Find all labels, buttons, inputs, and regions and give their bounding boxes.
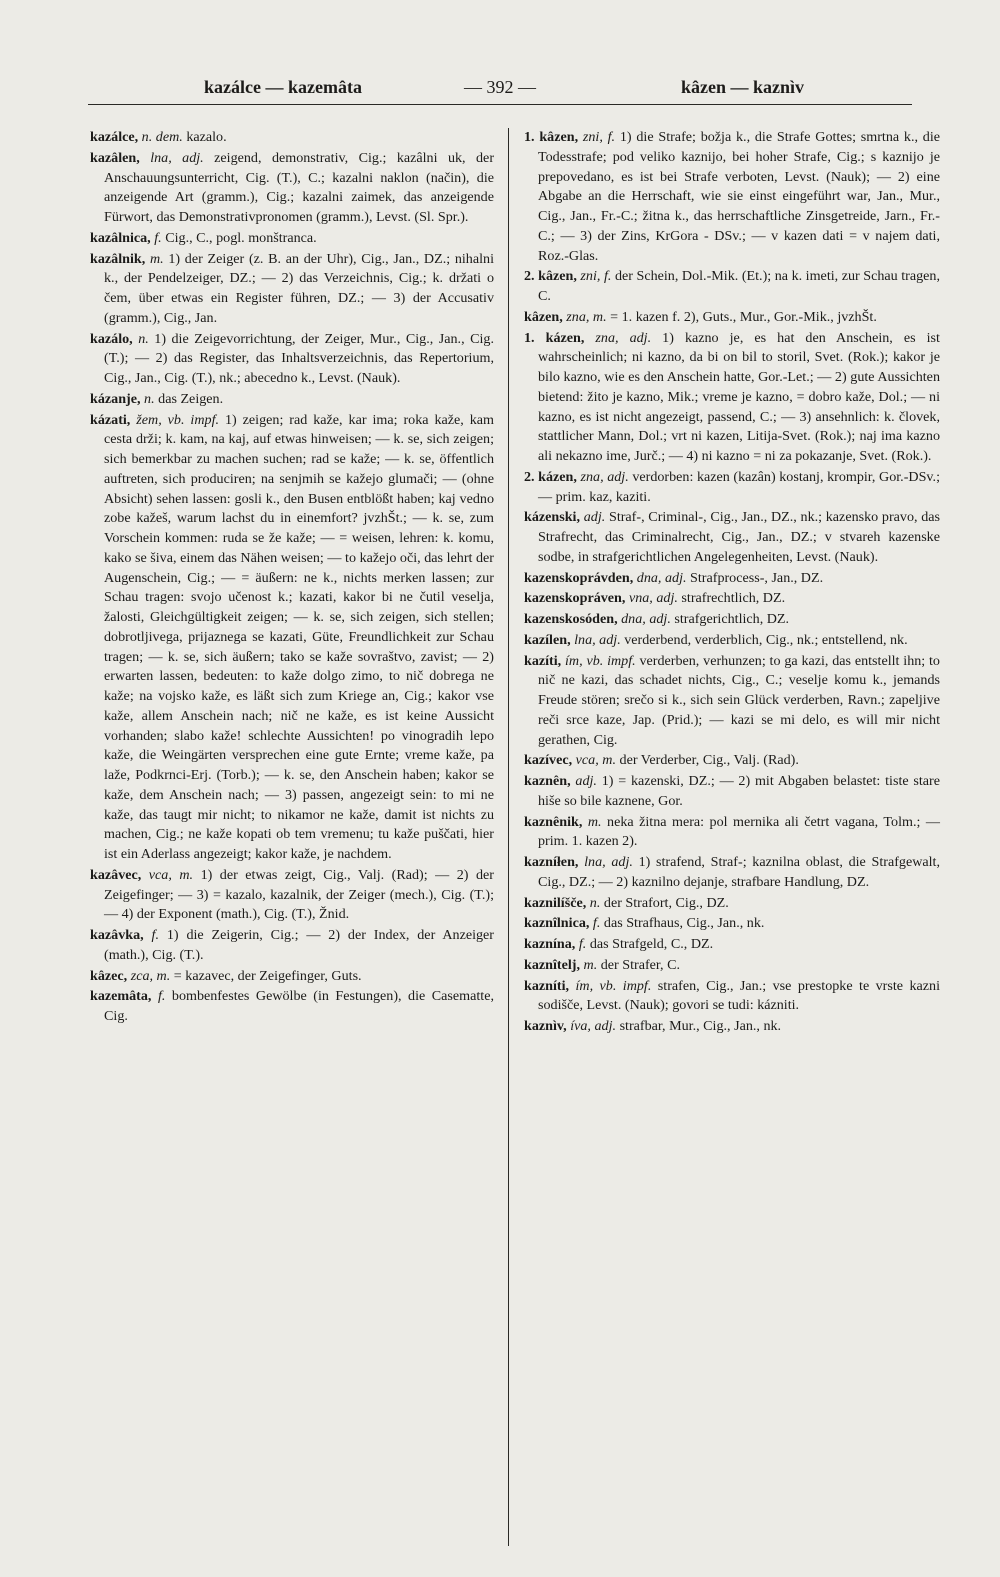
page-header xyxy=(88,74,912,105)
dictionary-entry xyxy=(90,926,494,966)
entry-grammar: žem, vb. impf. xyxy=(136,411,220,428)
entry-grammar: ím, vb. impf. xyxy=(575,977,652,994)
dictionary-entry xyxy=(90,967,494,987)
entry-headword: 1. kâzen, xyxy=(524,129,579,145)
dictionary-entry xyxy=(524,977,940,1017)
entry-grammar: zca, m. xyxy=(130,967,171,984)
entry-definition: 1) = kazenski, DZ.; — 2) mit Abgaben belastet: tiste stare hiše so bile kaznene, Gor. xyxy=(538,773,940,809)
dictionary-entry xyxy=(524,267,940,307)
dictionary-entry xyxy=(524,956,940,976)
entry-definition: der Schein, Dol.-Mik. (Et.); na k. imeti, zur Schau tragen, C. xyxy=(538,268,940,304)
header-left-guide-words: kazálce — kazemâta xyxy=(204,77,362,97)
entry-definition: verdorben: kazen (kazân) kostanj, krompir, Gor.-DSv.; — prim. kaz, kaziti. xyxy=(538,468,940,505)
entry-grammar: vca, m. xyxy=(148,866,194,883)
dictionary-entry xyxy=(90,229,494,249)
entry-definition: das Strafhaus, Cig., Jan., nk. xyxy=(603,915,765,932)
dictionary-entry xyxy=(524,894,940,914)
entry-grammar: vna, adj. xyxy=(628,590,678,607)
entry-headword: kazálce, xyxy=(90,129,139,145)
entry-headword: kazenskopráven, xyxy=(524,590,626,607)
entry-headword: kazâlnica, xyxy=(90,229,151,246)
dictionary-entry xyxy=(524,772,940,812)
entry-grammar: adj. xyxy=(575,773,597,789)
entry-headword: kázanje, xyxy=(90,390,141,407)
entry-definition: = 1. kazen f. 2), Guts., Mur., Gor.-Mik., jvzhŠt. xyxy=(610,308,877,325)
entry-grammar: ím, vb. impf. xyxy=(565,652,636,669)
entry-definition: 1) zeigen; rad kaže, kar ima; roka kaže, kam cesta drži; k. kam, na kaj, auf etwas hinweisen; — k. se, sich zeigen; sich bemerkbar zu machen suchen; rad se kaže; — k. se, öffentlich auftreten, sich produciren; na senjmih se kažejo glumači; — (ohne Absicht) sehen lassen: gosli k., den Busen entblößt haben; kaj vedno zobe kažeš, warum lachst du in einemfort? jvzhŠt.; — k. se, zum Vorschein kommen: ruda se že kaže; — = weisen, lehren: k. komu, kako se šiva, einem das Nähen weisen; — to kažejo oči, das lehrt der Augenschein, Cig.; — = äußern: ne k., nichts merken lassen; zur Schau tragen: svojo učenost k.; kazati, kakor bi ne čutil veselja, žalosti, Gleichgültigkeit zeigen; — k. se, sich zeigen, sich stellen; dobrotljivega, prijaznega se kazati, Güte, Freundlichkeit zur Schau tragen; — k. se, sich äußern; tako se kaže sovraštvo, zavist; — 2) erwarten lassen, bedeuten: to kaže dolgo zimo, to nič dobrega ne kaže; na vojsko kaže, es läßt sich zum Kriege an, Cig.; kakor vse kaže, allem Anschein nach; nič ne kaže, es ist keine Aussicht vorhanden; slabo kaže! schlechte Aussichten! po vinogradih lepo kaže, die Weingärten versprechen eine gute Ernte; vreme kaže, pa laže, Podkrnci-Erj. (Torb.); — k. se, den Anschein haben; kakor se kaže, dem Anschein nach; — 3) passen, angezeigt sein: to mi ne kaže, das taugt mir nicht; to nikamor ne kaže, damit ist nichts zu machen, Cig.; ne kaže kopati ob tem vremenu; tu kaže puščati, hier ist ein Aderlass angezeigt; kakor kaže, je nachdem. xyxy=(104,411,494,862)
entry-definition: strafen, Cig., Jan.; vse prestopke te vrste kazni sodišče, Levst. (Nauk); govori se tudi: kázniti. xyxy=(538,977,940,1014)
entry-definition: 1) die Strafe; božja k., die Strafe Gottes; smrtna k., die Todesstrafe; pod veliko kaznijo, bei hoher Strafe, Cig.; s kaznijo je prepovedano, es ist bei Strafe verboten, Levst. (Nauk); — 2) eine Abgabe an die Herrschaft, wie sie einst eingeführt war, Jan., Mur., Cig., Jan., Fr.-C.; žitna k., das herrschaftliche Zinsgetreide, Jarn., Fr.-C.; — 3) der Zins, KrGora - DSv.; — v kazen dati = v najem dati, Roz.-Glas. xyxy=(538,129,940,264)
entry-definition: 1) kazno je, es hat den Anschein, es ist wahrscheinlich; ni kazno, da bi on bil to storil, Svet. (Rok.); kakor je bilo kazno, wie es den Anschein hatte, Gor.-Let.; — 2) gute Aussichten bietend: žito je kazno, Mik.; vreme je kazno, = dobro kaže, Dol.; — ni kazno, es ist nicht angezeigt, passend, C.; — 3) ansehnlich: k. človek, stattlicher Mann, Dol.; vrt ni kazen, Litija-Svet. (Rok.); naj ima kazno ali nekazno ime, Jurč.; — 4) ni kazno = ni za pokazanje, Svet. (Rok.). xyxy=(538,329,940,464)
entry-definition: verderben, verhunzen; to ga kazi, das entstellt ihn; to nič ne kazi, das schadet nichts, Cig., C.; veselje komu k., jemands Freude stören; srečo si k., sich sein Glück verderben, Ravn.; zapeljive reči srce kaze, Jap. (Prid.); — kazi se mi delo, es will mir nicht gerathen, Cig. xyxy=(538,652,940,748)
entry-headword: kaznilíšče, xyxy=(524,894,587,911)
entry-grammar: lna, adj. xyxy=(150,149,204,166)
entry-definition: = kazavec, der Zeigefinger, Guts. xyxy=(173,967,362,984)
entry-grammar: n. dem. xyxy=(141,129,183,145)
entry-grammar: f. xyxy=(154,229,162,246)
entry-headword: kaznîlnica, xyxy=(524,915,590,932)
page-number: — 392 — xyxy=(464,77,536,97)
entry-headword: kazenskoprávden, xyxy=(524,569,634,586)
entry-headword: kazálo, xyxy=(90,330,133,347)
entry-headword: 1. kázen, xyxy=(524,329,585,346)
entry-grammar: zna, m. xyxy=(566,308,607,325)
entry-grammar: lna, adj. xyxy=(584,854,633,870)
dictionary-entry xyxy=(90,866,494,925)
entry-definition: der Verderber, Cig., Valj. (Rad). xyxy=(619,752,799,769)
dictionary-entry xyxy=(524,128,940,266)
dictionary-entry xyxy=(524,569,940,589)
entry-headword: kazílen, xyxy=(524,631,571,648)
entry-definition: der Strafer, C. xyxy=(600,956,681,973)
entry-grammar: zna, adj. xyxy=(595,329,652,346)
entry-definition: das Strafgeld, C., DZ. xyxy=(589,936,714,952)
dictionary-entry xyxy=(90,128,494,148)
entry-definition: 1) strafend, Straf-; kaznilna oblast, die Strafgewalt, Cig., DZ.; — 2) kaznilno dejanje, strafbare Handlung, DZ. xyxy=(538,854,940,890)
entry-headword: kaznìv, xyxy=(524,1018,567,1034)
entry-grammar: n. xyxy=(138,330,149,347)
entry-headword: kaznína, xyxy=(524,936,576,952)
entry-definition: der Strafort, Cig., DZ. xyxy=(603,894,729,911)
entry-definition: das Zeigen. xyxy=(158,390,224,407)
entry-definition: zeigend, demonstrativ, Cig.; kazâlni uk, der Anschauungsunterricht, Cig. (T.), C.; kazalni naklon (način), die anzeigende Art (gramm.), Cig.; kazalni zaimek, das anzeigende Fürwort, das Demonstrativpronomen (gramm.), Levst. (Sl. Spr.). xyxy=(104,149,495,225)
entry-grammar: f. xyxy=(151,927,159,943)
entry-headword: kazníłen, xyxy=(524,854,579,870)
entry-grammar: f. xyxy=(578,936,587,952)
entry-definition: neka žitna mera: pol mernika ali četrt vagana, Tolm.; — prim. 1. kazen 2). xyxy=(538,813,940,850)
entry-headword: kazâvec, xyxy=(90,866,142,883)
entry-grammar: f. xyxy=(157,988,166,1005)
dictionary-entry xyxy=(524,652,940,751)
dictionary-entry xyxy=(524,631,940,651)
dictionary-entry xyxy=(90,987,494,1027)
entry-grammar: n. xyxy=(144,390,155,407)
dictionary-entry xyxy=(524,853,940,893)
dictionary-entry xyxy=(524,914,940,934)
entry-definition: strafbar, Mur., Cig., Jan., nk. xyxy=(619,1018,782,1034)
entry-grammar: f. xyxy=(592,915,601,932)
dictionary-entry xyxy=(524,751,940,771)
dictionary-entry xyxy=(524,508,940,567)
entry-grammar: adj. xyxy=(583,509,606,526)
dictionary-entry xyxy=(524,329,940,467)
entry-headword: kazenskosóden, xyxy=(524,611,618,627)
entry-headword: kazâlen, xyxy=(90,149,140,166)
entry-grammar: n. xyxy=(589,894,601,911)
dictionary-entry xyxy=(524,935,940,955)
entry-definition: 1) die Zeigevorrichtung, der Zeiger, Mur., Cig., Jan., Cig. (T.); — 2) das Register, das Inhaltsverzeichnis, das Repertorium, Cig., Jan., Cig. (T.), nk.; abecedno k., Levst. (Nauk). xyxy=(104,330,494,386)
dictionary-entry xyxy=(90,390,494,410)
entry-headword: kâzec, xyxy=(90,967,128,984)
entry-grammar: vca, m. xyxy=(575,752,616,769)
entry-headword: 2. kâzen, xyxy=(524,268,577,285)
entry-grammar: lna, adj. xyxy=(574,631,621,648)
entry-definition: 1) der Zeiger (z. B. an der Uhr), Cig., Jan., DZ.; nihalni k., der Pendelzeiger, DZ.; — 2) das Verzeichnis, Cig.; k. držati o čem, über etwas ein Register führen, DZ.; — 3) der Accusativ (gramm.), Cig., Jan. xyxy=(104,250,494,326)
dictionary-entry xyxy=(90,330,494,389)
entry-grammar: dna, adj. xyxy=(621,611,671,627)
entry-headword: kaznênik, xyxy=(524,813,583,830)
entry-definition: Cig., C., pogl. monštranca. xyxy=(165,229,317,246)
dictionary-entry xyxy=(524,813,940,853)
entry-grammar: zni, f. xyxy=(582,129,616,145)
entry-grammar: íva, adj. xyxy=(570,1018,617,1034)
entry-definition: bombenfestes Gewölbe (in Festungen), die Casematte, Cig. xyxy=(104,988,494,1024)
column-divider xyxy=(508,128,509,1546)
entry-headword: kazâlnik, xyxy=(90,250,146,267)
entry-headword: kazemâta, xyxy=(90,988,152,1005)
header-right-guide-words: kâzen — kaznìv xyxy=(680,77,804,97)
entry-headword: 2. kázen, xyxy=(524,468,577,485)
entry-definition: Straf-, Criminal-, Cig., Jan., DZ., nk.; kazensko pravo, das Strafrecht, das Criminalrecht, Cig., Jan., DZ.; v stvareh kazenske sodbe, in strafgerichtlichen Angelegenheiten, Levst. (Nauk). xyxy=(538,509,941,565)
entry-grammar: zna, adj. xyxy=(580,468,629,485)
entry-grammar: m. xyxy=(587,813,602,830)
entry-headword: kâzen, xyxy=(524,308,563,325)
entry-headword: kazníti, xyxy=(524,977,570,994)
right-column xyxy=(524,128,940,1038)
entry-definition: 1) die Zeigerin, Cig.; — 2) der Index, der Anzeiger (math.), Cig. (T.). xyxy=(104,927,494,963)
entry-grammar: zni, f. xyxy=(580,268,612,285)
entry-headword: kazâvka, xyxy=(90,927,144,943)
entry-headword: kázati, xyxy=(90,411,131,428)
dictionary-entry xyxy=(90,250,494,329)
dictionary-entry xyxy=(524,308,940,328)
dictionary-entry xyxy=(90,411,494,865)
entry-definition: kazalo. xyxy=(186,129,227,145)
dictionary-entry xyxy=(524,1017,940,1037)
entry-grammar: m. xyxy=(583,956,598,973)
entry-definition: verderbend, verderblich, Cig., nk.; entstellend, nk. xyxy=(624,631,908,648)
dictionary-entry xyxy=(524,610,940,630)
dictionary-entry xyxy=(524,589,940,609)
entry-headword: kazíti, xyxy=(524,652,562,669)
entry-grammar: m. xyxy=(149,250,164,267)
dictionary-entry xyxy=(90,149,494,228)
entry-definition: Strafprocess-, Jan., DZ. xyxy=(690,569,824,586)
dictionary-entry xyxy=(524,468,940,508)
entry-headword: kaznîtelj, xyxy=(524,956,580,973)
entry-headword: kaznên, xyxy=(524,773,571,789)
entry-definition: strafgerichtlich, DZ. xyxy=(674,611,790,627)
entry-definition: 1) der etwas zeigt, Cig., Valj. (Rad); — 2) der Zeigefinger; — 3) = kazalo, kazalnik, der Zeiger (mech.), Cig. (T.); — 4) der Exponent (math.), Cig. (T.), Žnid. xyxy=(104,866,494,923)
entry-headword: kázenski, xyxy=(524,509,580,526)
entry-grammar: dna, adj. xyxy=(636,569,687,586)
entry-definition: strafrechtlich, DZ. xyxy=(681,590,786,607)
left-column xyxy=(90,128,494,1028)
entry-headword: kazívec, xyxy=(524,752,573,769)
